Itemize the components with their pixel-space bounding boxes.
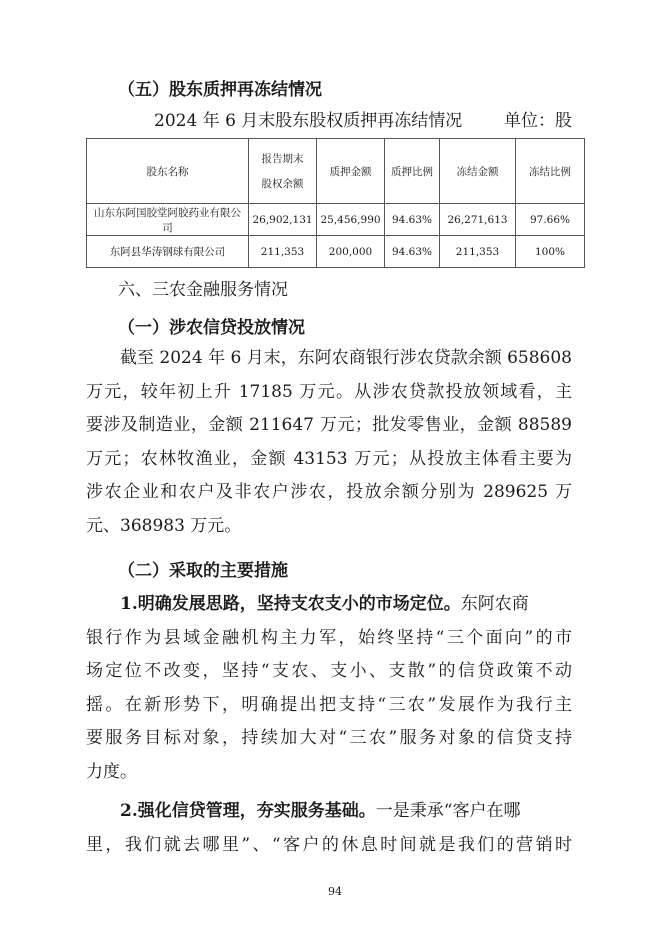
cell-freeze-ratio: 97.66%: [516, 204, 585, 236]
paragraph-line: 万元，较年初上升 17185 万元。从涉农贷款投放领域看，主: [86, 381, 572, 402]
paragraph-line: 银行作为县域金融机构主力军，始终坚持“三个面向”的市: [86, 627, 572, 648]
paragraph-line: 要服务目标对象，持续加大对“三农”服务对象的信贷支持: [86, 728, 572, 748]
pledge-freeze-table: [86, 138, 585, 268]
table-caption: 2024 年 6 月末股东股权质押再冻结情况: [154, 111, 463, 131]
subheading-agri-loans: （一）涉农信贷投放情况: [118, 318, 305, 338]
paragraph-line: [86, 588, 572, 622]
cell-freeze-amount: 211,353: [440, 236, 516, 268]
cell-pledge-ratio: 94.63%: [385, 236, 440, 268]
cell-freeze-ratio: 100%: [516, 236, 585, 268]
paragraph-line: 元、368983 万元。: [86, 515, 242, 536]
paragraph-measure-1: [86, 588, 572, 789]
paragraph-line: 场定位不改变，坚持“支农、支小、支散”的信贷政策不动: [86, 661, 572, 681]
measure-1-lead: 1.明确发展思路，坚持支农支小的市场定位。: [120, 594, 461, 614]
measure-2-lead: 2.强化信贷管理，夯实服务基础。: [120, 801, 376, 821]
paragraph-line: 里，我们就去哪里”、“客户的休息时间就是我们的营销时: [86, 834, 572, 855]
table-row: [87, 236, 585, 268]
cell-pledge-ratio: 94.63%: [385, 204, 440, 236]
header-period-end-balance-line1: 报告期末: [261, 153, 304, 165]
paragraph-line: 要涉及制造业，金额 211647 万元；批发零售业，金额 88589: [86, 415, 572, 435]
paragraph-agri-loans: [86, 342, 572, 543]
header-period-end-balance-line2: 股权余额: [261, 178, 304, 190]
header-period-end-balance: [249, 139, 317, 204]
measure-1-first-text: 东阿农商: [460, 594, 529, 614]
header-freeze-ratio: 冻结比例: [516, 139, 585, 204]
table-header-row: [87, 139, 585, 204]
cell-shareholder-name: 东阿县华涛钢球有限公司: [87, 236, 249, 268]
page-number: 94: [328, 885, 342, 898]
cell-freeze-amount: 26,271,613: [440, 204, 516, 236]
paragraph-line: 力度。: [86, 761, 137, 782]
header-shareholder-name: 股东名称: [87, 139, 249, 204]
paragraph-line: [86, 795, 572, 829]
table-unit: 单位：股: [504, 111, 572, 131]
paragraph-measure-2: [86, 795, 572, 862]
cell-shareholder-name: 山东东阿国胶堂阿胶药业有限公司: [87, 204, 249, 236]
paragraph-line: 万元；农林牧渔业，金额 43153 万元；从投放主体看主要为: [86, 448, 572, 469]
cell-period-end-balance: 211,353: [249, 236, 317, 268]
paragraph-line: 涉农企业和农户及非农户涉农，投放余额分别为 289625 万: [86, 482, 572, 502]
table-row: [87, 204, 585, 236]
paragraph-line: 截至 2024 年 6 月末，东阿农商银行涉农贷款余额 658608: [120, 348, 572, 368]
cell-period-end-balance: 26,902,131: [249, 204, 317, 236]
cell-pledge-amount: 25,456,990: [317, 204, 385, 236]
section-heading-agri-finance: 六、三农金融服务情况: [118, 280, 288, 300]
cell-pledge-amount: 200,000: [317, 236, 385, 268]
subheading-main-measures: （二）采取的主要措施: [118, 561, 288, 581]
section-heading-shareholder-pledge: （五）股东质押再冻结情况: [118, 80, 322, 100]
header-freeze-amount: 冻结金额: [440, 139, 516, 204]
header-pledge-ratio: 质押比例: [385, 139, 440, 204]
measure-2-first-text: 一是秉承“客户在哪: [375, 801, 521, 821]
header-pledge-amount: 质押金额: [317, 139, 385, 204]
paragraph-line: 摇。在新形势下，明确提出把支持“三农”发展作为我行主: [86, 694, 572, 715]
